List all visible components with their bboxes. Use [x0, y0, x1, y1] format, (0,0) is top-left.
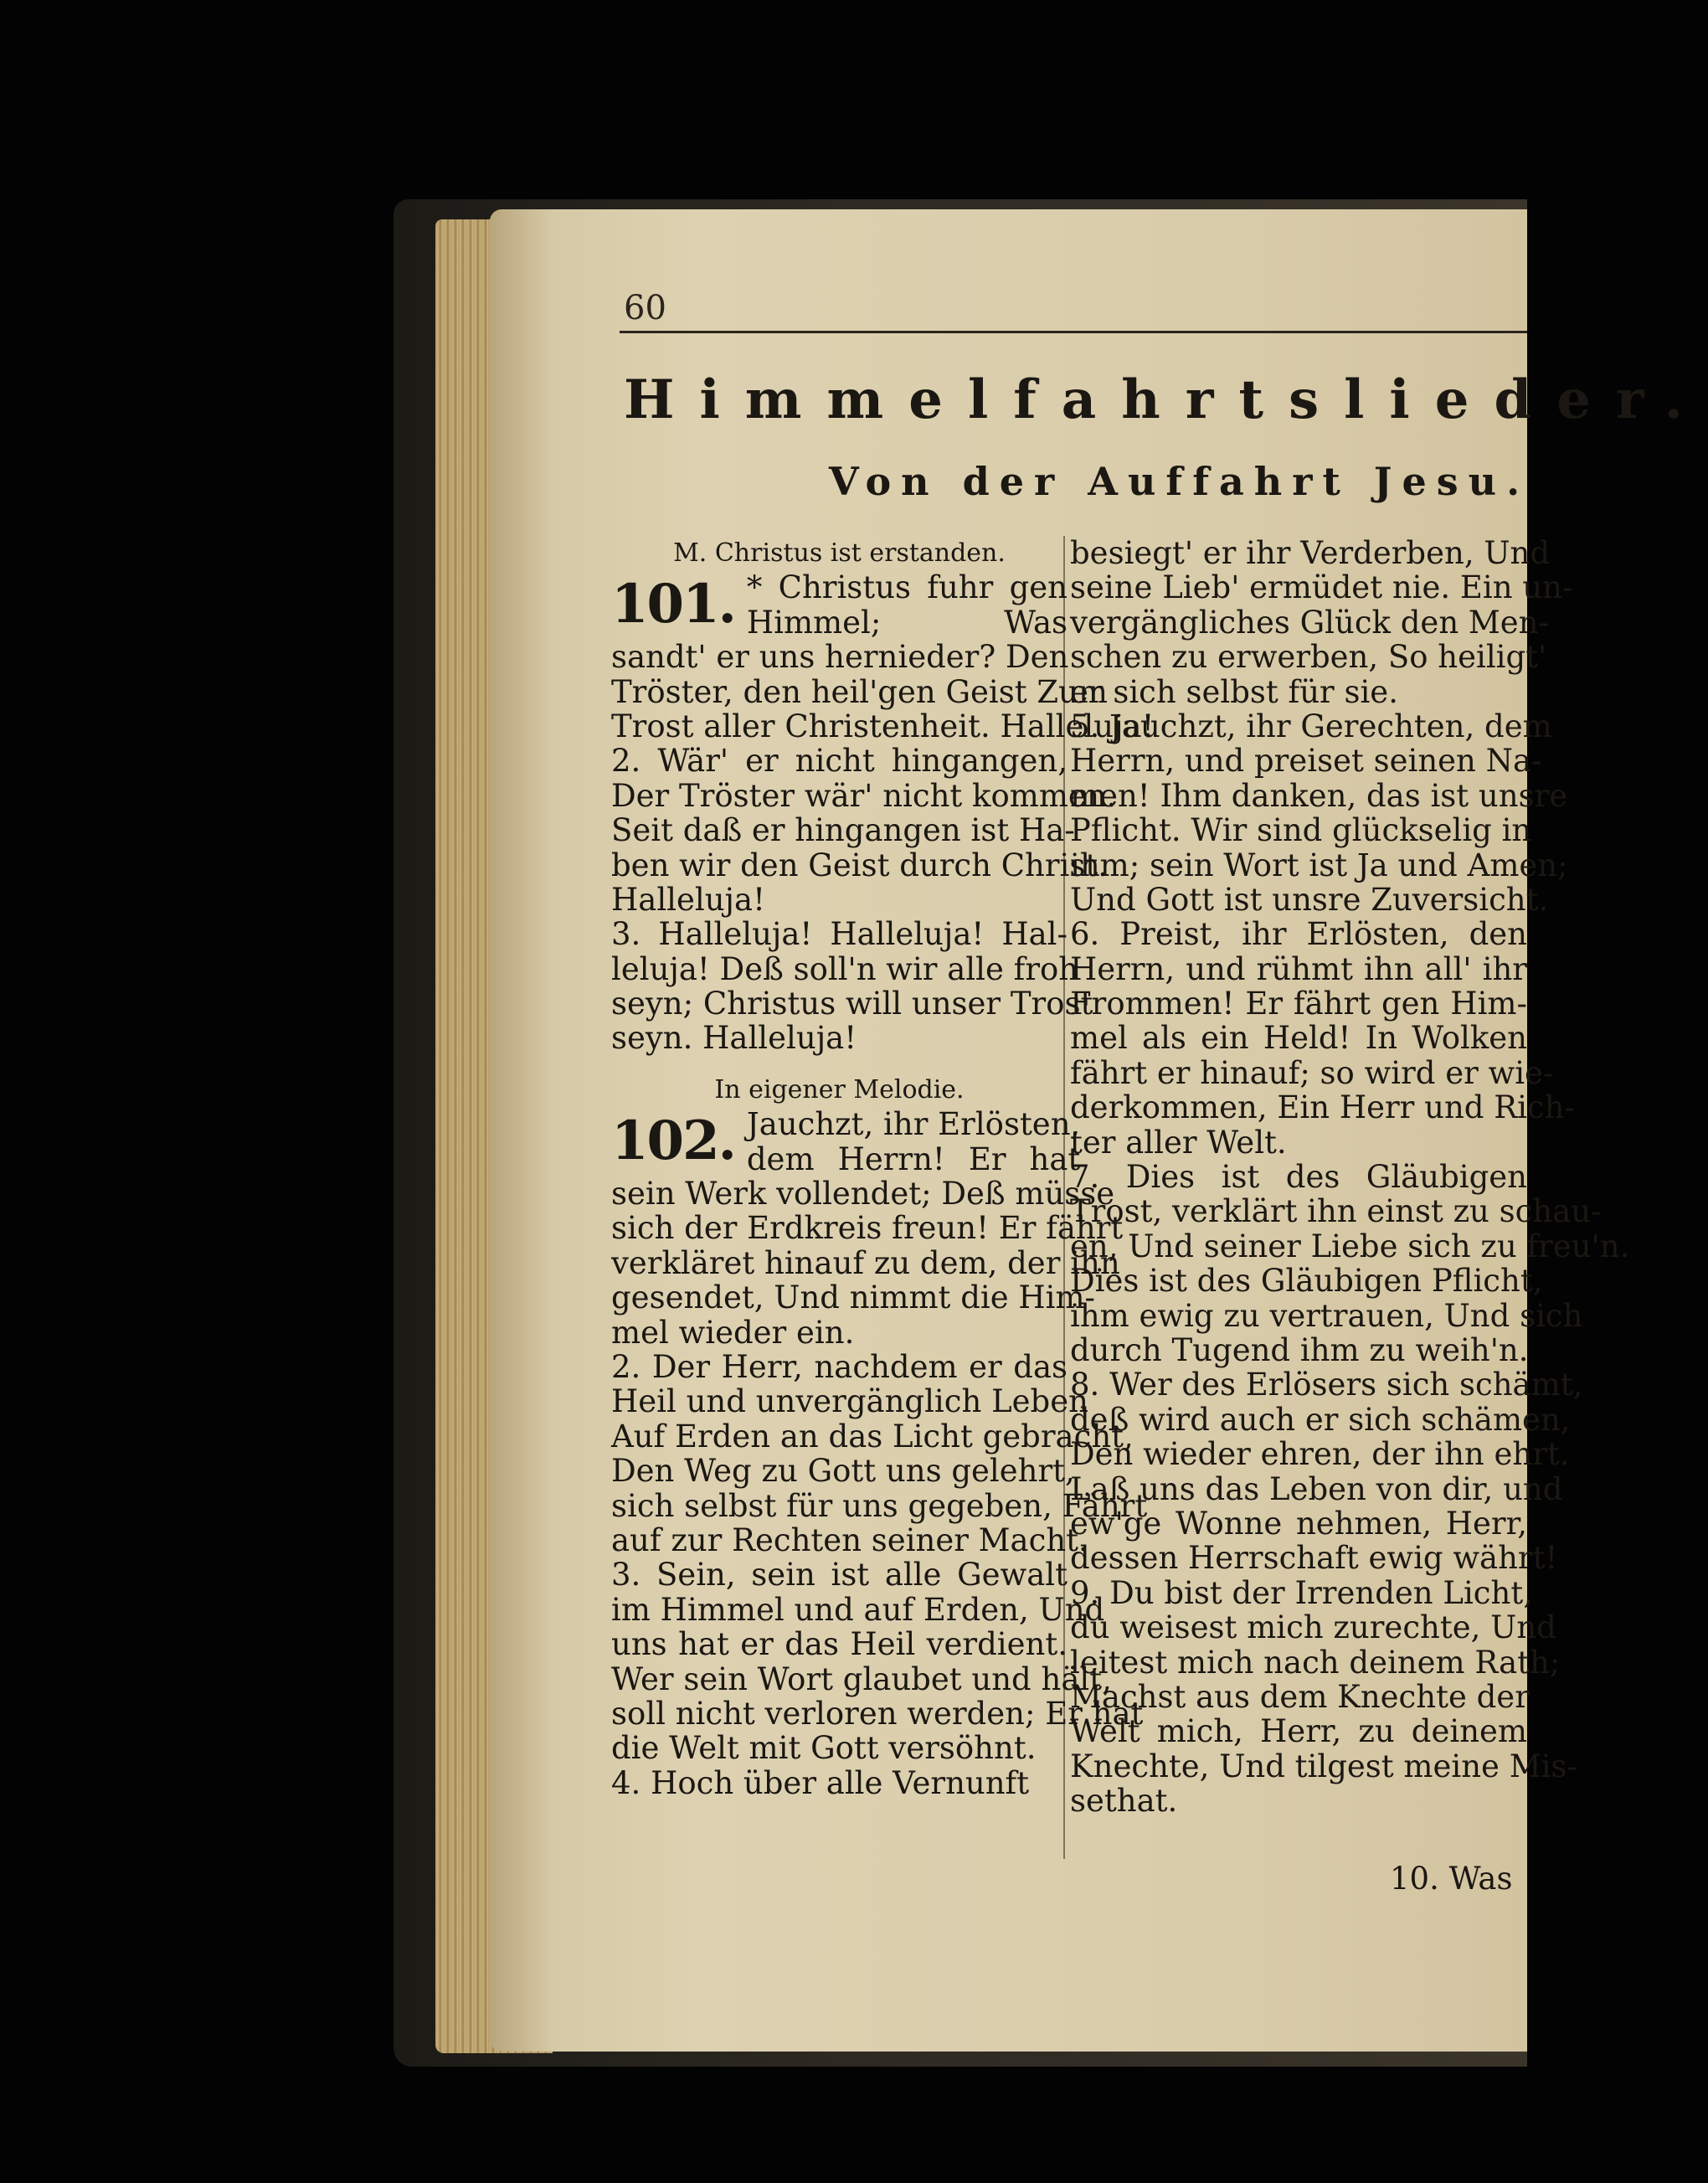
hymn-line: leitest mich nach deinem Rath;: [1070, 1644, 1561, 1681]
hymn-line: ter aller Welt.: [1070, 1124, 1287, 1161]
hymn-line: Heil und unvergänglich Leben: [611, 1383, 1088, 1420]
hymn-line: Trost, verklärt ihn einst zu schau-: [1070, 1193, 1602, 1230]
hymn-line: seyn; Christus will unser Trost: [611, 986, 1093, 1022]
right-column-body: [1070, 535, 1630, 1820]
hymn-line: dem Herrn! Er hat: [746, 1140, 1081, 1177]
hymn-line: Frommen! Er fährt gen Him-: [1070, 986, 1527, 1022]
hymn-line: Welt mich, Herr, zu deinem: [1070, 1713, 1527, 1750]
header-rule: [620, 331, 1527, 333]
hymn-line: sich der Erdkreis freun! Er fährt: [611, 1210, 1124, 1247]
hymn-line: dessen Herrschaft ewig währt!: [1070, 1540, 1558, 1577]
hymn-102-body: [611, 1176, 1148, 1801]
hymn-101-body: [611, 639, 1155, 1057]
hymn-line: er sich selbst für sie.: [1070, 673, 1398, 710]
hymn-line: Himmel; Was: [746, 604, 1068, 641]
section-title: Himmelfahrtslieder.: [624, 368, 1708, 431]
hymn-line: Tröster, den heil'gen Geist Zum: [611, 673, 1108, 710]
hymn-line: Wer sein Wort glaubet und hält,: [611, 1660, 1112, 1697]
hymn-line: sethat.: [1070, 1783, 1178, 1820]
hymn-line: gesendet, Und nimmt die Him-: [611, 1279, 1096, 1316]
hymn-head: [611, 570, 1068, 640]
hymn-line: 3. Halleluja! Halleluja! Hal-: [611, 916, 1068, 953]
hymn-line: durch Tugend ihm zu weih'n.: [1070, 1331, 1529, 1368]
hymn-line: du weisest mich zurechte, Und: [1070, 1609, 1556, 1646]
hymn-line: uns hat er das Heil verdient.: [611, 1626, 1068, 1663]
hymn-line: Auf Erden an das Licht gebracht,: [611, 1418, 1134, 1454]
hymn-line: seine Lieb' ermüdet nie. Ein un-: [1070, 569, 1573, 606]
hymn-line: men! Ihm danken, das ist unsre: [1070, 777, 1568, 814]
hymn-line: 5. Jauchzt, ihr Gerechten, dem: [1070, 708, 1552, 744]
hymn-line: fährt er hinauf; so wird er wie-: [1070, 1054, 1554, 1091]
hymn-line: schen zu erwerben, So heiligt': [1070, 639, 1547, 676]
hymn-line: leluja! Deß soll'n wir alle froh: [611, 950, 1079, 987]
hymn-line: mel als ein Held! In Wolken: [1070, 1020, 1527, 1057]
hymn-line: sich selbst für uns gegeben, Fährt: [611, 1487, 1148, 1524]
hymn-line: ihm ewig zu vertrauen, Und sich: [1070, 1297, 1583, 1334]
hymn-line: Jauchzt, ihr Erlösten,: [746, 1106, 1081, 1143]
melody-note: M. Christus ist erstanden.: [673, 538, 1006, 568]
hymn-line: Herrn, und preiset seinen Na-: [1070, 743, 1542, 780]
hymn-line: Seit daß er hingangen ist Ha-: [611, 812, 1075, 849]
hymn-number: 102.: [611, 1110, 735, 1173]
hymn-line: Trost aller Christenheit. Halleluja!: [611, 708, 1155, 744]
hymn-line: soll nicht verloren werden; Er hat: [611, 1695, 1144, 1732]
section-subtitle: Von der Auffahrt Jesu.: [829, 459, 1531, 504]
hymn-line: 4. Hoch über alle Vernunft: [611, 1764, 1030, 1801]
hymn-line: Laß uns das Leben von dir, und: [1070, 1470, 1563, 1507]
hymn-line: im Himmel und auf Erden, Und: [611, 1591, 1105, 1628]
hymn-line: Dies ist des Gläubigen Pflicht,: [1070, 1263, 1543, 1300]
hymn-line: sandt' er uns hernieder? Den: [611, 639, 1069, 676]
hymn-line: 9. Du bist der Irrenden Licht,: [1070, 1574, 1533, 1611]
catchword: 10. Was: [1390, 1861, 1513, 1897]
hymn-line: besiegt' er ihr Verderben, Und: [1070, 535, 1551, 571]
hymn-line: Knechte, Und tilgest meine Mis-: [1070, 1748, 1577, 1784]
hymn-line: Der Tröster wär' nicht kommen.: [611, 777, 1117, 814]
hymn-line: ben wir den Geist durch Christ.: [611, 847, 1108, 883]
hymn-line: 3. Sein, sein ist alle Gewalt: [611, 1557, 1068, 1593]
hymn-head: [611, 1106, 1081, 1177]
hymn-line: Und Gott ist unsre Zuversicht.: [1070, 881, 1549, 918]
hymn-line: Den Weg zu Gott uns gelehrt,: [611, 1453, 1075, 1490]
hymn-line: Pflicht. Wir sind glückselig in: [1070, 812, 1532, 849]
hymn-line: derkommen, Ein Herr und Rich-: [1070, 1089, 1575, 1126]
hymn-line: vergängliches Glück den Men-: [1070, 604, 1550, 641]
hymn-line: 2. Der Herr, nachdem er das: [611, 1349, 1068, 1386]
right-column: [1070, 535, 1630, 1820]
hymn-line: en, Und seiner Liebe sich zu freu'n.: [1070, 1228, 1630, 1264]
hymn-line: * Christus fuhr gen: [746, 569, 1068, 606]
hymn-line: 2. Wär' er nicht hingangen,: [611, 743, 1068, 780]
hymn-line: die Welt mit Gott versöhnt.: [611, 1730, 1037, 1767]
hymn-line: Herrn, und rühmt ihn all' ihr: [1070, 950, 1527, 987]
hymn-line: 6. Preist, ihr Erlösten, den: [1070, 916, 1527, 953]
hymn-line: mel wieder ein.: [611, 1314, 855, 1351]
left-column: [611, 536, 1155, 1801]
hymn-line: ihm; sein Wort ist Ja und Amen;: [1070, 847, 1568, 883]
hymn-line: 8. Wer des Erlösers sich schämt,: [1070, 1367, 1583, 1403]
hymn-line: auf zur Rechten seiner Macht.: [611, 1521, 1088, 1558]
hymn-line: seyn. Halleluja!: [611, 1020, 857, 1057]
hymn-line: Halleluja!: [611, 881, 765, 918]
hymn-line: 7. Dies ist des Gläubigen: [1070, 1159, 1527, 1196]
hymn-line: ew'ge Wonne nehmen, Herr,: [1070, 1505, 1527, 1542]
hymn-line: verkläret hinauf zu dem, der ihn: [611, 1244, 1120, 1281]
hymn-line: Den wieder ehren, der ihn ehrt.: [1070, 1436, 1570, 1473]
hymn-line: sein Werk vollendet; Deß müsse: [611, 1176, 1115, 1212]
page-number: 60: [624, 289, 666, 327]
hymn-line: Machst aus dem Knechte der: [1070, 1678, 1530, 1715]
hymn-line: deß wird auch er sich schämen,: [1070, 1401, 1571, 1438]
hymn-number: 101.: [611, 573, 735, 636]
melody-note: In eigener Melodie.: [714, 1074, 965, 1104]
